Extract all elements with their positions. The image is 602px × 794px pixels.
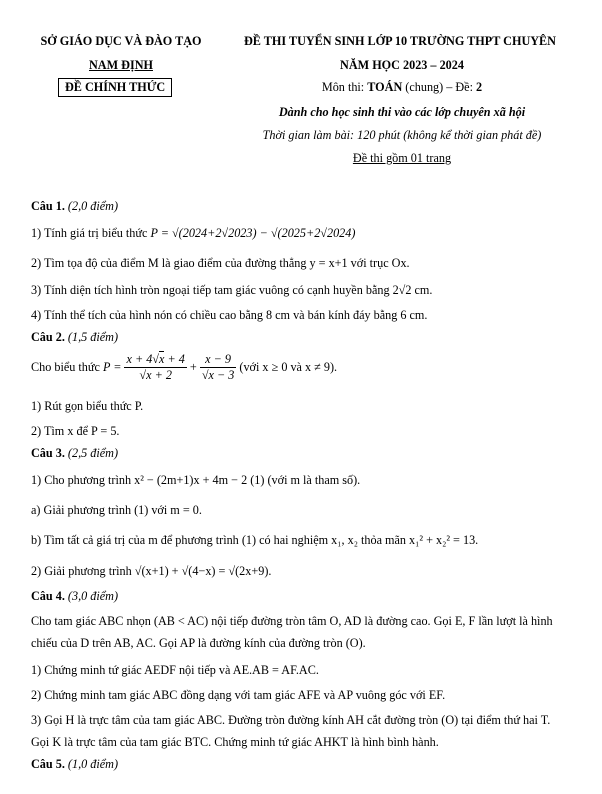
q1-part1-text: 1) Tính giá trị biểu thức bbox=[31, 226, 148, 240]
q2-points: (1,5 điểm) bbox=[67, 330, 119, 344]
q4-points: (3,0 điểm) bbox=[67, 589, 119, 603]
q4-intro-line2: chiếu của D trên AB, AC. Gọi AP là đường kính của đường tròn (O). bbox=[31, 636, 366, 650]
q4-part2: 2) Chứng minh tam giác ABC đồng dạng với tam giác AFE và AP vuông góc với EF. bbox=[31, 688, 446, 702]
q2-condition: (với x ≥ 0 và x ≠ 9). bbox=[239, 360, 338, 374]
q2-part1: 1) Rút gọn biểu thức P. bbox=[31, 399, 144, 413]
subject-line bbox=[244, 80, 560, 95]
q5-heading bbox=[31, 757, 118, 772]
q1-part1-math: P = √(2024+2√2023) − √(2025+2√2024) bbox=[150, 226, 356, 240]
q5-title: Câu 5. bbox=[31, 757, 65, 771]
q2-formula: P = bbox=[102, 360, 122, 374]
q1-title: Câu 1. bbox=[31, 199, 65, 213]
q4-part1: 1) Chứng minh tứ giác AEDF nội tiếp và AE.AB = AF.AC. bbox=[31, 663, 319, 677]
q3-part-a: a) Giải phương trình (1) với m = 0. bbox=[31, 503, 202, 517]
page-count: Đề thi gồm 01 trang bbox=[352, 151, 452, 165]
q3-part2: 2) Giải phương trình √(x+1) + √(4−x) = √(2x+9). bbox=[31, 564, 272, 578]
province-name: NAM ĐỊNH bbox=[89, 58, 153, 72]
q1-part1 bbox=[31, 226, 355, 241]
q3-points: (2,5 điểm) bbox=[67, 446, 119, 460]
time-line: Thời gian làm bài: 120 phút (không kể thời gian phát đề) bbox=[262, 128, 542, 142]
q3-part1: 1) Cho phương trình x² − (2m+1)x + 4m − 2 (1) (với m là tham số). bbox=[31, 473, 361, 487]
subject-suffix: (chung) – Đề: bbox=[402, 80, 477, 94]
q2-fraction-2: $\frac{x - 9}{√x - 3}$ bbox=[201, 352, 235, 382]
q2-plus: + bbox=[189, 360, 197, 374]
q1-part4: 4) Tính thể tích của hình nón có chiều cao bằng 8 cm và bán kính đáy bằng 6 cm. bbox=[31, 308, 428, 322]
department-name: SỞ GIÁO DỤC VÀ ĐÀO TẠO bbox=[40, 34, 202, 48]
q1-part3: 3) Tính diện tích hình tròn ngoại tiếp tam giác vuông có cạnh huyền bằng 2√2 cm. bbox=[31, 283, 433, 297]
school-year: NĂM HỌC 2023 – 2024 bbox=[340, 58, 464, 72]
q1-points: (2,0 điểm) bbox=[67, 199, 119, 213]
q3-heading bbox=[31, 446, 118, 461]
q5-points: (1,0 điểm) bbox=[67, 757, 119, 771]
q4-title: Câu 4. bbox=[31, 589, 65, 603]
q4-part3-line1: 3) Gọi H là trực tâm của tam giác ABC. Đường tròn đường kính AH cắt đường tròn (O) tại điểm thứ hai T. bbox=[31, 713, 551, 727]
q2-heading bbox=[31, 330, 118, 345]
q2-title: Câu 2. bbox=[31, 330, 65, 344]
q2-expression bbox=[31, 352, 337, 383]
q1-heading bbox=[31, 199, 118, 214]
q4-part3-line2: Gọi K là trực tâm của tam giác BTC. Chứng minh tứ giác AHKT là hình bình hành. bbox=[31, 735, 439, 749]
q3-part-b: b) Tìm tất cả giá trị của m để phương trình (1) có hai nghiệm x₁, x₂ thỏa mãn x₁² + x₂² = 13. bbox=[31, 533, 479, 547]
q2-fraction-1: $\frac{x + 4√x + 4}{√x + 2}$ bbox=[126, 352, 185, 382]
q2-intro: Cho biểu thức bbox=[31, 360, 100, 374]
q1-part2: 2) Tìm tọa độ của điểm M là giao điểm của đường thẳng y = x+1 với trục Ox. bbox=[31, 256, 410, 270]
subject-prefix: Môn thi: bbox=[321, 80, 368, 94]
q4-heading bbox=[31, 589, 118, 604]
q2-part2: 2) Tìm x để P = 5. bbox=[31, 424, 120, 438]
subject-name: TOÁN bbox=[367, 80, 403, 94]
q4-intro-line1: Cho tam giác ABC nhọn (AB < AC) nội tiếp đường tròn tâm O, AD là đường cao. Gọi E, F lần lượt là hình bbox=[31, 614, 553, 628]
exam-title: ĐỀ THI TUYỂN SINH LỚP 10 TRƯỜNG THPT CHUYÊN bbox=[244, 34, 556, 48]
audience-line: Dành cho học sinh thi vào các lớp chuyên xã hội bbox=[278, 105, 526, 119]
exam-code: 2 bbox=[476, 80, 483, 94]
q3-title: Câu 3. bbox=[31, 446, 65, 460]
official-badge: ĐỀ CHÍNH THỨC bbox=[58, 78, 172, 97]
